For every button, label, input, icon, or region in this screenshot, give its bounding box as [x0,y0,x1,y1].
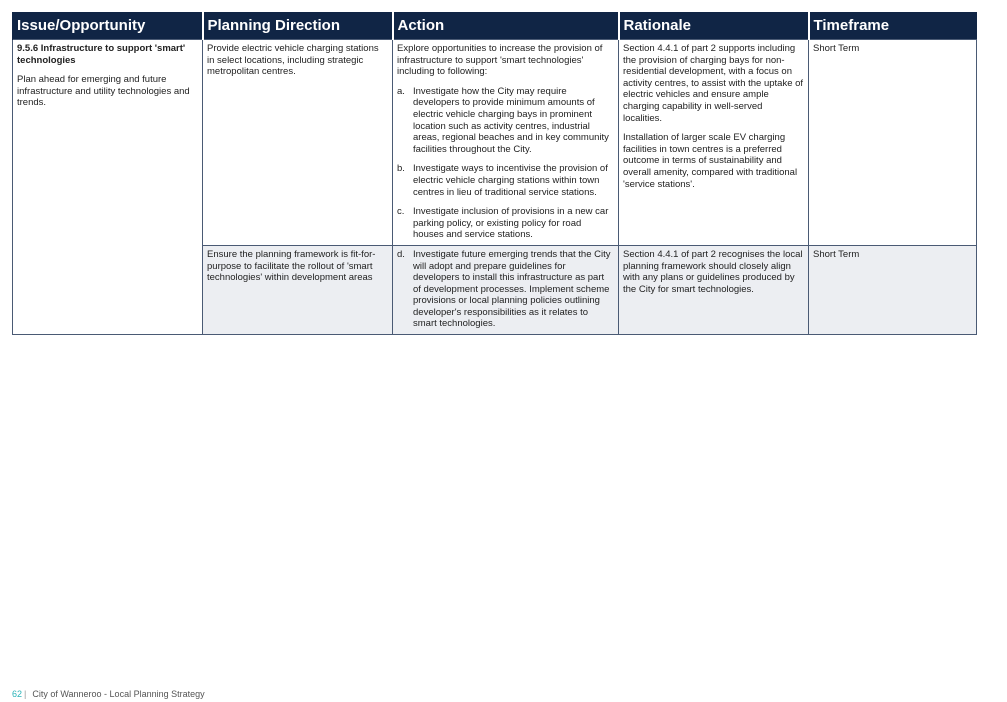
issue-cell-continued [13,245,203,334]
action-item [397,206,614,241]
action-item-marker: c. [397,206,405,218]
table-row [13,40,977,246]
rationale-paragraph: Section 4.4.1 of part 2 supports including the provision of charging bays for non-residential development, with a focus on activity centres, to assist with the uptake of electric vehicles and ensure ample charging capability in well-served localities. [623,43,804,124]
table-row [13,245,977,334]
action-item-text: Investigate ways to incentivise the provision of electric vehicle charging stations within town centres in lieu of traditional service stations. [413,163,608,198]
issue-cell [13,40,203,246]
action-item [397,249,614,330]
document-title: City of Wanneroo - Local Planning Strategy [32,689,205,699]
page-number: 62 [12,689,23,699]
issue-title: 9.5.6 Infrastructure to support 'smart' technologies [17,43,186,66]
planning-direction-cell [203,40,393,246]
action-intro: Explore opportunities to increase the provision of infrastructure to support 'smart technologies' including to following: [397,43,603,78]
planning-direction-text: Ensure the planning framework is fit-for-purpose to facilitate the rollout of 'smart technologies' within development areas [207,248,376,284]
action-item-text: Investigate how the City may require developers to provide minimum amounts of electric vehicle charging bays in prominent location such as activity centres, industrial areas, regional beaches and in key community facilities throughout the City. [413,85,609,155]
header-planning-direction: Planning Direction [203,12,393,40]
page-footer [12,689,205,699]
action-item-marker: b. [397,163,405,175]
timeframe-cell: Short Term [809,40,977,246]
issue-description: Plan ahead for emerging and future infrastructure and utility technologies and trends. [17,74,190,109]
planning-strategy-table [12,12,977,335]
action-item [397,163,614,198]
action-cell [393,245,619,334]
planning-direction-cell [203,245,393,334]
rationale-cell [619,40,809,246]
action-cell [393,40,619,246]
action-item-text: Investigate future emerging trends that the City will adopt and prepare guidelines for developers to install this infrastructure as part of development processes. Implement scheme provisions or local planning policies outlining developer's responsibilities as it relates to smart technologies. [413,248,611,330]
action-item-text: Investigate inclusion of provisions in a new car parking policy, or existing policy for road houses and service stations. [413,206,609,241]
header-rationale: Rationale [619,12,809,40]
action-list [397,86,614,241]
timeframe-cell: Short Term [809,245,977,334]
header-timeframe: Timeframe [809,12,977,40]
header-issue-opportunity: Issue/Opportunity [13,12,203,40]
rationale-cell [619,245,809,334]
planning-direction-text: Provide electric vehicle charging stations in select locations, including strategic metropolitan centres. [207,43,379,78]
footer-separator: | [24,689,27,699]
action-item [397,86,614,156]
action-list [397,249,614,330]
action-item-marker: a. [397,85,405,97]
rationale-paragraph: Section 4.4.1 of part 2 recognises the local planning framework should closely align with any plans or guidelines produced by the City for smart technologies. [623,248,803,295]
header-action: Action [393,12,619,40]
rationale-paragraph: Installation of larger scale EV charging facilities in town centres is a preferred outcome in terms of sustainability and overall amenity, compared with traditional 'service stations'. [623,132,798,190]
action-item-marker: d. [397,248,405,260]
table-header-row [13,12,977,40]
